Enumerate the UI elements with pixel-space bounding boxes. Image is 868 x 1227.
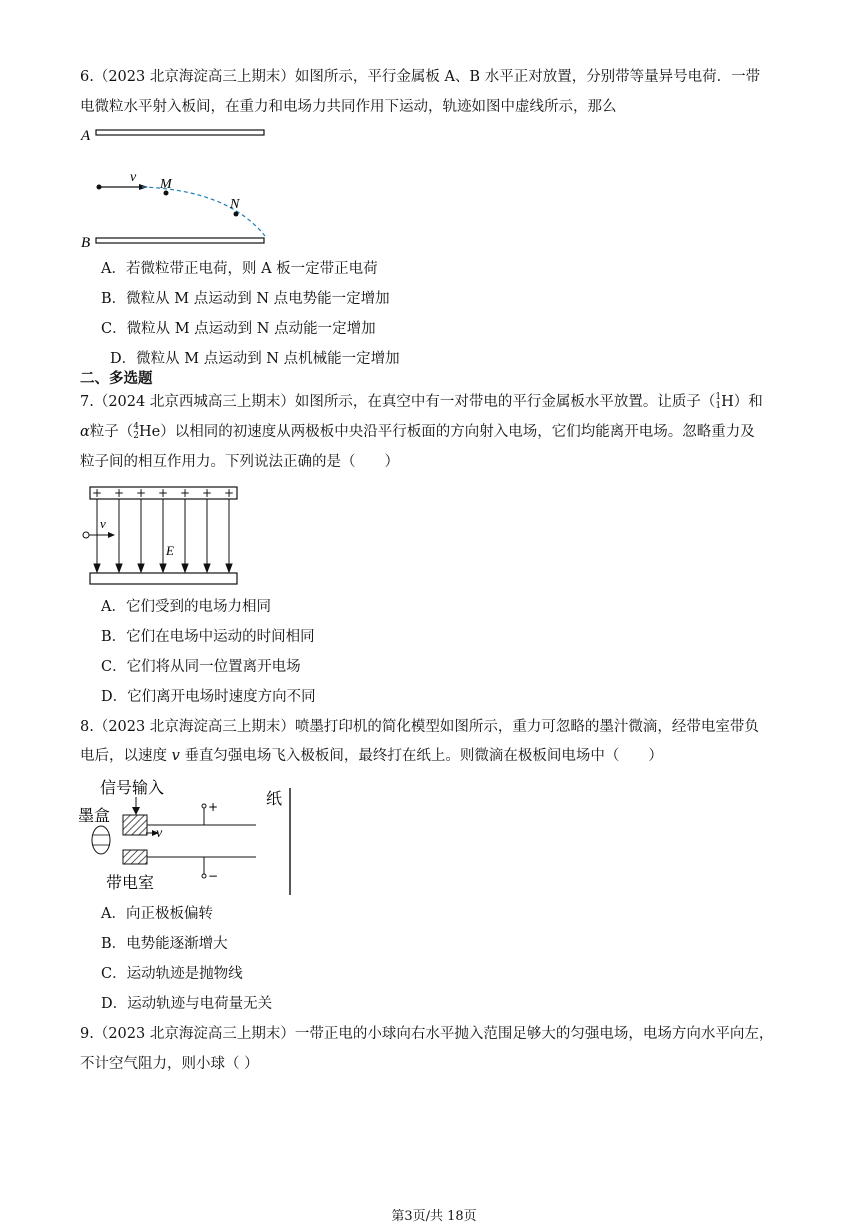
q8-minus: − [208, 869, 219, 883]
q6-label-b: B [81, 235, 91, 251]
q8-plus: + [208, 800, 219, 814]
q8-hatch-bottom [123, 850, 147, 864]
q6-figure [78, 120, 278, 255]
q7-plus-5: + [179, 486, 191, 500]
q7-plus-1: + [91, 486, 103, 500]
q7-plus-7: + [223, 486, 235, 500]
q6-point-n [234, 212, 239, 217]
q9-line1: 9.（2023 北京海淀高三上期末）一带正电的小球向右水平抛入范围足够大的匀强电场，电场方向水平向左， [80, 1026, 774, 1042]
q6-option-c: C．微粒从 M 点运动到 N 点动能一定增加 [101, 321, 376, 337]
q8-label-v: v [156, 826, 163, 841]
q7-label-e: E [166, 543, 174, 558]
q6-trajectory [142, 187, 265, 236]
q7-option-a: A．它们受到的电场力相同 [101, 599, 271, 615]
q7-plus-6: + [201, 486, 213, 500]
q6-plate-b [96, 238, 264, 243]
q7-plus-2: + [113, 486, 125, 500]
q6-plate-a [96, 130, 264, 135]
q8-option-d: D．运动轨迹与电荷量无关 [101, 996, 273, 1012]
q7-plus-4: + [157, 486, 169, 500]
q7-bottom-plate [90, 573, 237, 584]
q6-label-a: A [81, 128, 91, 144]
q7-figure [80, 484, 245, 589]
q8-signal-label: 信号输入 [100, 778, 165, 797]
q7-particle [83, 532, 89, 538]
q7-option-b: B．它们在电场中运动的时间相同 [101, 629, 315, 645]
page-footer: 第3页/共 18页 [391, 1209, 477, 1224]
q6-label-n: N [230, 197, 240, 212]
q8-option-b: B．电势能逐渐增大 [101, 936, 228, 952]
q8-chamber-label: 带电室 [106, 873, 155, 892]
q6-line1: 6.（2023 北京海淀高三上期末）如图所示，平行金属板 A、B 水平正对放置，分别带等量异号电荷．一带 [80, 69, 761, 85]
q7-option-c: C．它们将从同一位置离开电场 [101, 659, 301, 675]
q6-label-v: v [130, 170, 137, 185]
q7-line1: 7.（2024 北京西城高三上期末）如图所示，在真空中有一对带电的平行金属板水平放置。让质子（ 1 1 H）和 [80, 392, 763, 411]
q8-option-c: C．运动轨迹是抛物线 [101, 966, 243, 982]
q6-option-d: D．微粒从 M 点运动到 N 点机械能一定增加 [110, 351, 400, 367]
q7-field-lines [94, 499, 232, 572]
q8-paper-label: 纸 [266, 789, 283, 808]
q7-line3: 粒子间的相互作用力。下列说法正确的是（ ） [80, 454, 399, 470]
q8-signal-arrow [132, 807, 140, 815]
q7-velocity-arrow [108, 532, 115, 538]
q8-ink-cartridge [92, 826, 110, 854]
q6-option-a: A．若微粒带正电荷，则 A 板一定带正电荷 [101, 261, 378, 277]
q8-hatch-top [123, 815, 147, 835]
q7-label-v: v [100, 516, 106, 531]
q8-line1: 8.（2023 北京海淀高三上期末）喷墨打印机的简化模型如图所示，重力可忽略的墨汁微滴，经带电室带负 [80, 719, 759, 735]
q8-figure [78, 775, 298, 897]
q8-box-label: 墨盒 [78, 806, 111, 825]
q7-plus-3: + [135, 486, 147, 500]
q7-option-d: D．它们离开电场时速度方向不同 [101, 689, 316, 705]
q6-option-b: B．微粒从 M 点运动到 N 点电势能一定增加 [101, 291, 390, 307]
q7-line2: α粒子（ 4 2 He）以相同的初速度从两极板中央沿平行板面的方向射入电场，它们均能离开电场。忽略重力及 [80, 422, 755, 441]
q8-line2: 电后，以速度 v 垂直匀强电场飞入极板间，最终打在纸上。则微滴在极板间电场中（ ） [80, 748, 663, 764]
q6-label-m: M [160, 177, 172, 192]
q6-line2: 电微粒水平射入板间，在重力和电场力共同作用下运动，轨迹如图中虚线所示，那么 [80, 99, 617, 115]
q8-option-a: A．向正极板偏转 [101, 906, 213, 922]
q9-line2: 不计空气阻力，则小球（ ） [80, 1056, 259, 1072]
q7-plus-signs [92, 486, 234, 500]
section-heading: 二、多选题 [80, 371, 153, 387]
